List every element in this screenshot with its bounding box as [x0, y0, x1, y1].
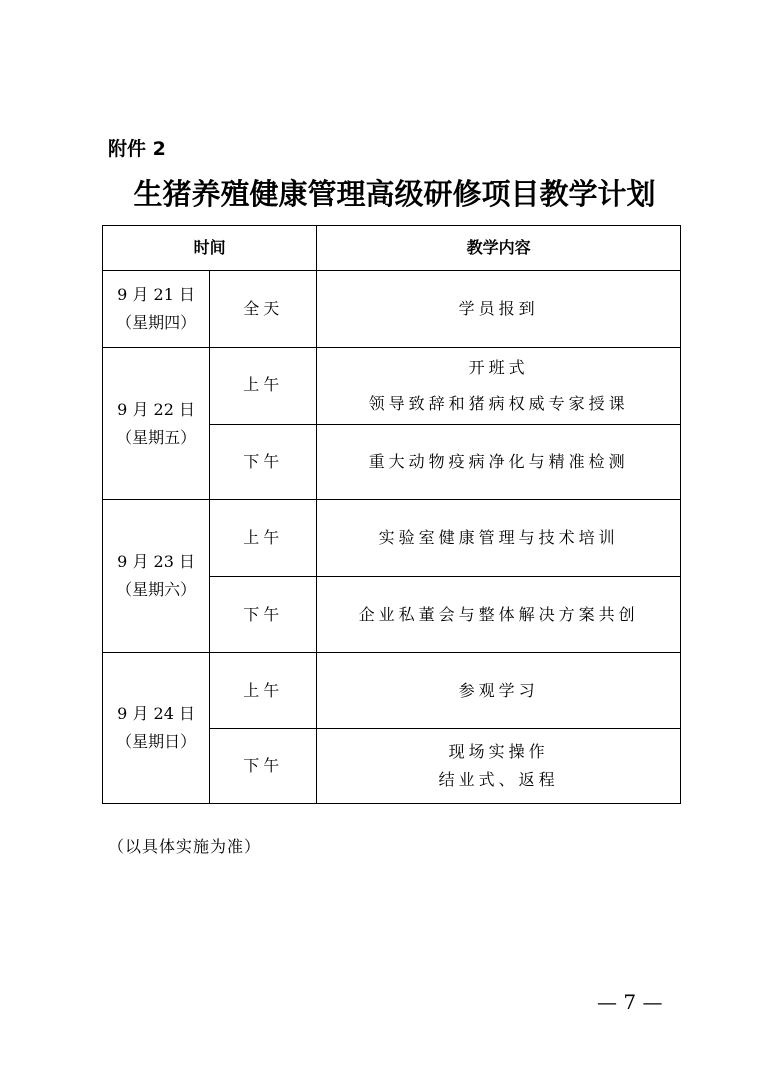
- header-time: 时间: [103, 226, 317, 271]
- table-row: [103, 653, 681, 729]
- content-line: 现场实操作: [448, 742, 549, 761]
- date-cell: [103, 653, 210, 804]
- document-title: 生猪养殖健康管理高级研修项目教学计划: [133, 177, 656, 211]
- content-cell: [317, 729, 681, 804]
- content-cell: 实验室健康管理与技术培训: [317, 500, 681, 577]
- date: 9 月 22 日: [117, 399, 195, 419]
- header-content: 教学内容: [317, 226, 681, 271]
- date-cell: [103, 348, 210, 500]
- date: 9 月 21 日: [117, 285, 195, 304]
- content-cell: 参观学习: [317, 653, 681, 729]
- schedule-table: [102, 225, 681, 804]
- content-line: 领导致辞和猪病权威专家授课: [368, 394, 629, 413]
- table-row: [103, 500, 681, 577]
- period-cell: 下午: [210, 577, 317, 653]
- table-row: [103, 348, 681, 425]
- period-cell: 上午: [210, 653, 317, 729]
- table-header-row: [103, 226, 681, 271]
- period-cell: 全天: [210, 271, 317, 348]
- date-cell: [103, 271, 210, 348]
- footnote: （以具体实施为准）: [108, 837, 262, 856]
- weekday: （星期五）: [116, 427, 197, 447]
- weekday: （星期四）: [116, 313, 197, 332]
- content-line: 开班式: [468, 358, 529, 377]
- period-cell: 上午: [210, 348, 317, 425]
- content-cell: [317, 348, 681, 425]
- weekday: （星期六）: [116, 580, 197, 599]
- date: 9 月 23 日: [117, 552, 195, 571]
- period-cell: 上午: [210, 500, 317, 577]
- attachment-label: 附件 2: [108, 138, 166, 160]
- content-cell: 重大动物疫病净化与精准检测: [317, 425, 681, 500]
- content-line: 结业式、返程: [438, 770, 559, 789]
- period-cell: 下午: [210, 729, 317, 804]
- page-number: — 7 —: [597, 990, 663, 1014]
- weekday: （星期日）: [116, 732, 197, 751]
- date-cell: [103, 500, 210, 653]
- table-row: [103, 271, 681, 348]
- period-cell: 下午: [210, 425, 317, 500]
- content-cell: 学员报到: [317, 271, 681, 348]
- date: 9 月 24 日: [117, 704, 195, 723]
- content-cell: 企业私董会与整体解决方案共创: [317, 577, 681, 653]
